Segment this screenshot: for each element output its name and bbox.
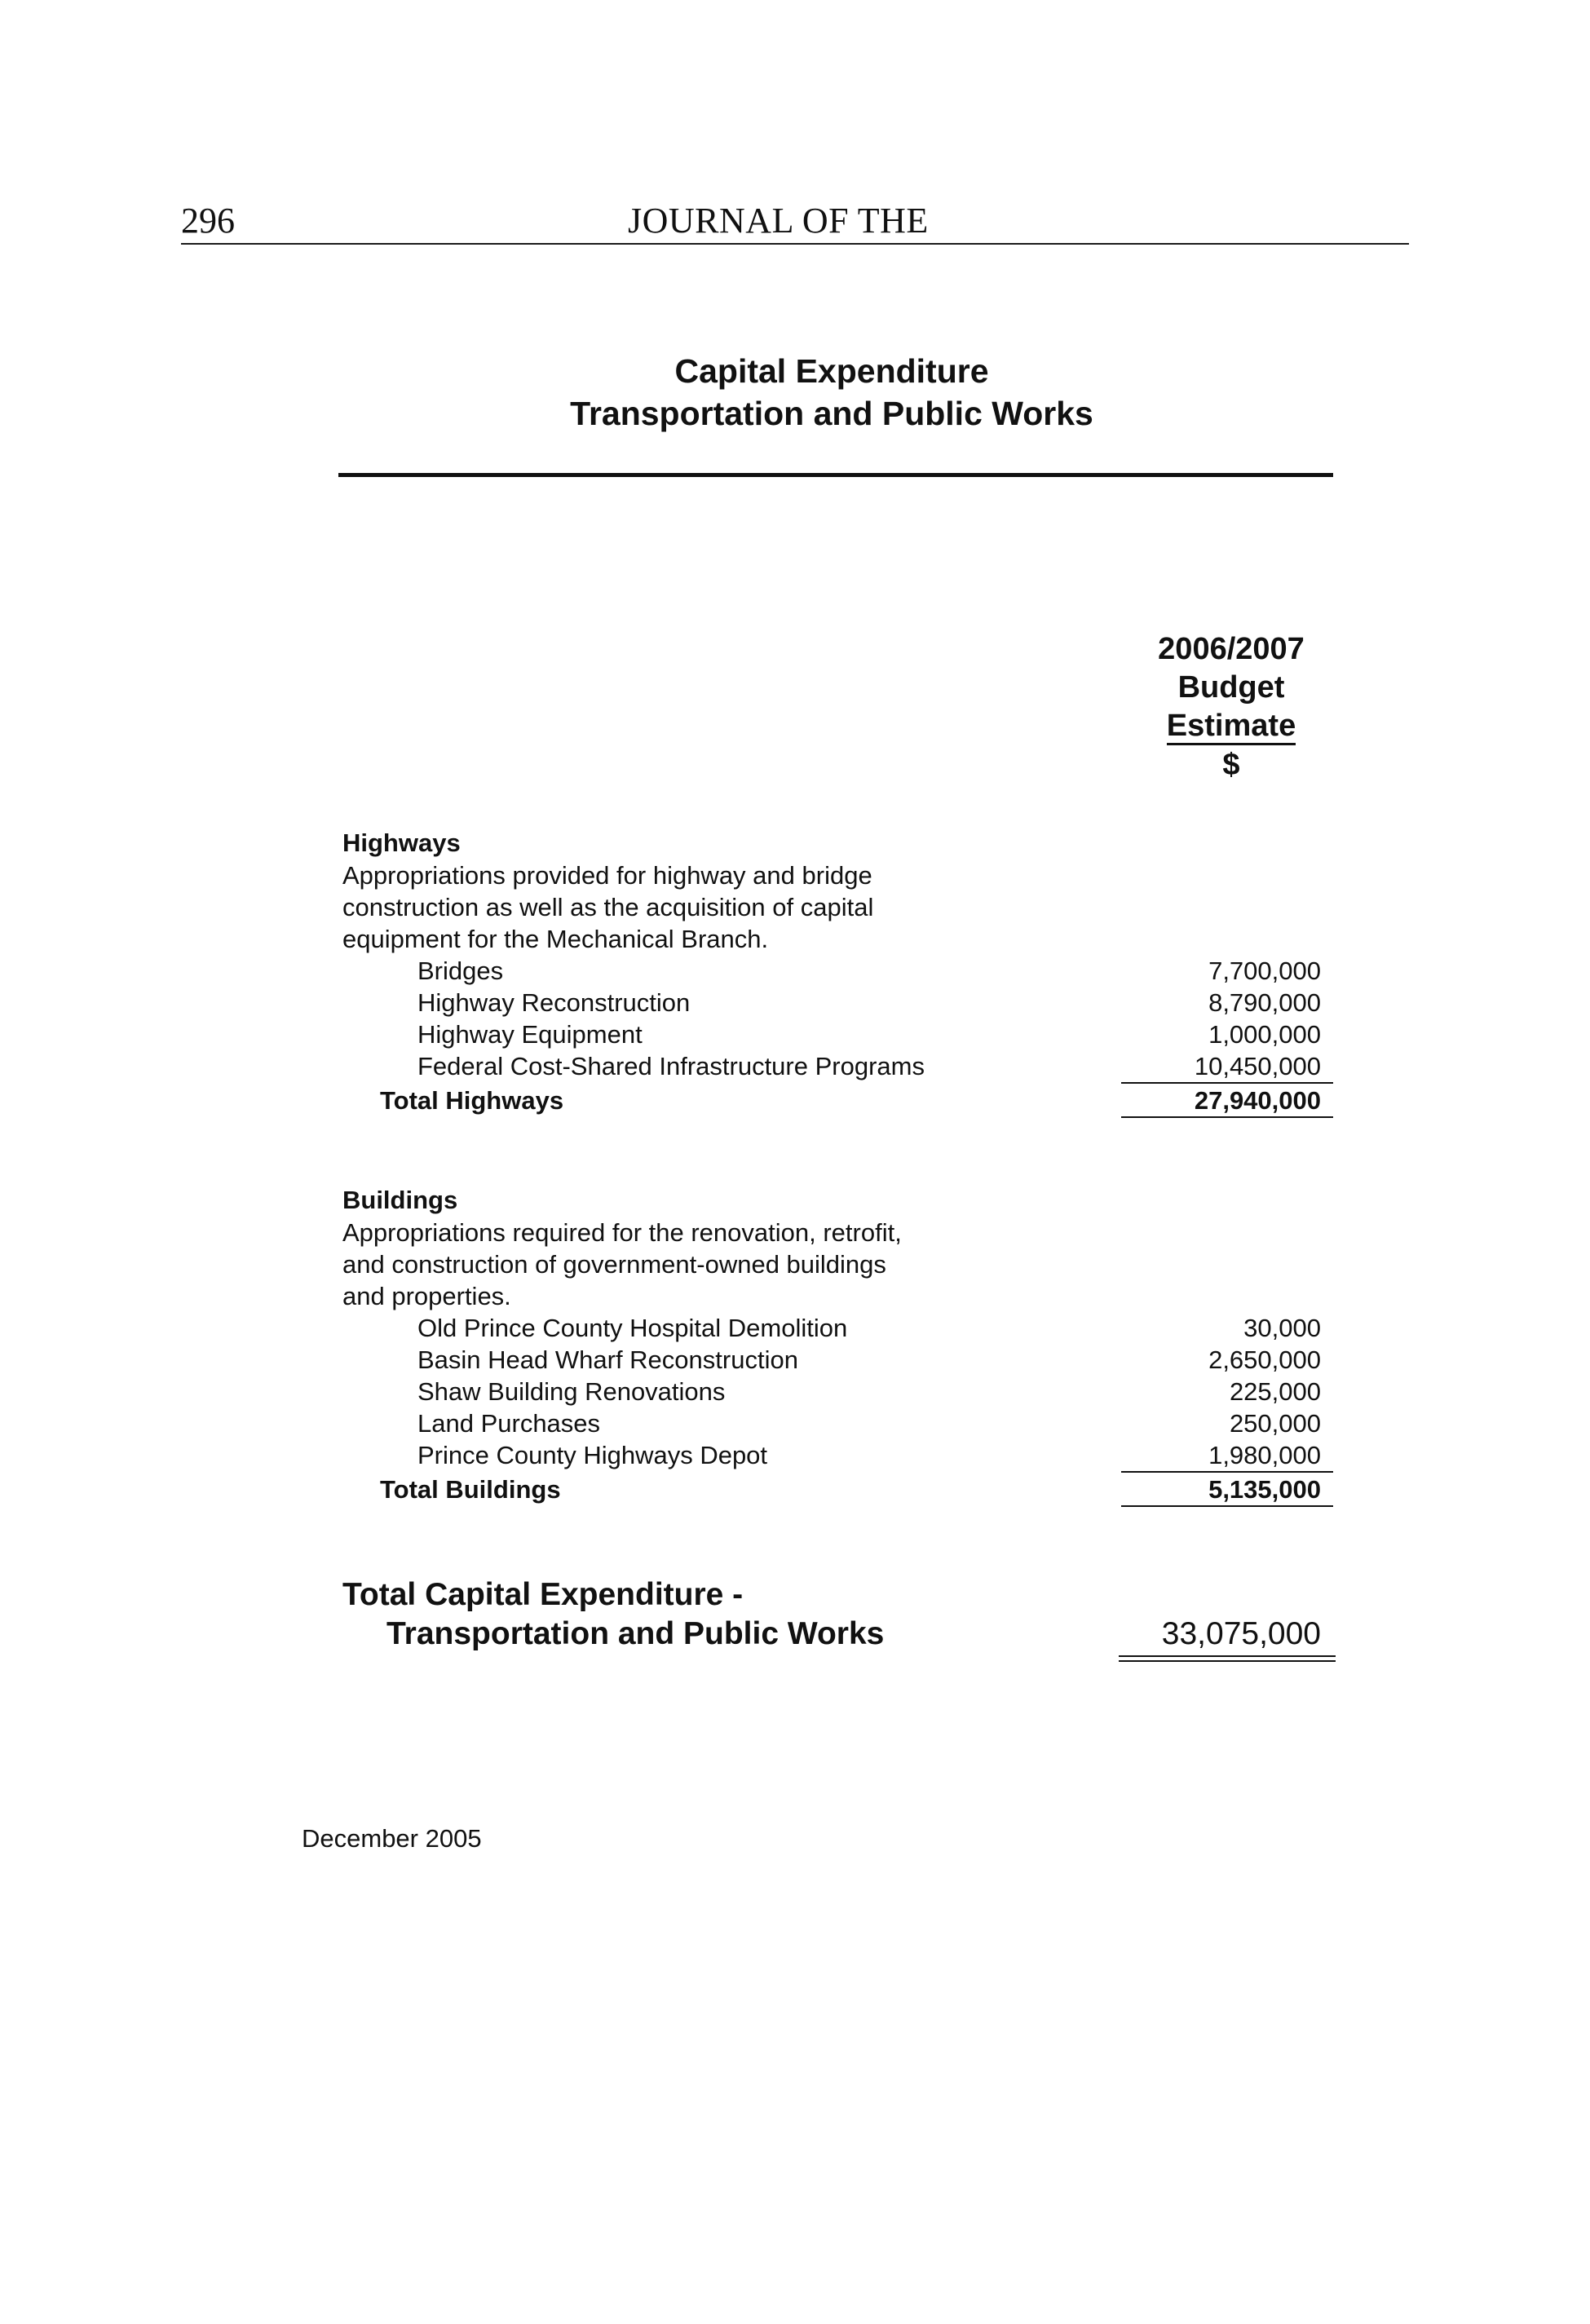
document-title-line-1: Capital Expenditure <box>674 352 989 390</box>
highways-amount-reconstruction: 8,790,000 <box>1208 988 1321 1017</box>
buildings-amount-wharf-reconstruction: 2,650,000 <box>1208 1345 1321 1374</box>
buildings-total-label: Total Buildings <box>380 1475 561 1504</box>
column-header-unit: $ <box>1222 748 1240 782</box>
document-title-line-2: Transportation and Public Works <box>570 395 1093 432</box>
buildings-heading: Buildings <box>342 1186 458 1214</box>
header-rule <box>181 243 1409 245</box>
column-header-budget: Budget <box>1177 670 1285 705</box>
highways-item-reconstruction: Highway Reconstruction <box>417 988 691 1017</box>
highways-total-amount: 27,940,000 <box>1194 1086 1321 1115</box>
buildings-amount-highways-depot: 1,980,000 <box>1208 1441 1321 1469</box>
highways-description-line-1: Appropriations provided for highway and bridge <box>342 861 872 890</box>
highways-total-rule <box>1121 1116 1333 1118</box>
highways-amount-federal-programs: 10,450,000 <box>1194 1052 1321 1080</box>
column-header-estimate <box>1109 707 1354 744</box>
grand-total-label-line-2: Transportation and Public Works <box>386 1616 885 1651</box>
column-header-year: 2006/2007 <box>1158 632 1305 666</box>
buildings-item-hospital-demolition: Old Prince County Hospital Demolition <box>417 1314 848 1342</box>
buildings-item-wharf-reconstruction: Basin Head Wharf Reconstruction <box>417 1345 798 1374</box>
buildings-subtotal-rule <box>1121 1471 1333 1473</box>
highways-heading: Highways <box>342 828 461 857</box>
page-number: 296 <box>181 201 235 241</box>
highways-item-bridges: Bridges <box>417 957 504 985</box>
grand-total-amount: 33,075,000 <box>1161 1616 1321 1651</box>
buildings-description-line-1: Appropriations required for the renovation, retrofit, <box>342 1218 902 1247</box>
buildings-item-shaw-renovations: Shaw Building Renovations <box>417 1377 726 1406</box>
highways-amount-equipment: 1,000,000 <box>1208 1020 1321 1049</box>
highways-subtotal-rule <box>1121 1082 1333 1084</box>
highways-description-line-3: equipment for the Mechanical Branch. <box>342 925 769 953</box>
buildings-total-rule <box>1121 1505 1333 1507</box>
title-rule <box>338 473 1333 477</box>
buildings-description-line-3: and properties. <box>342 1282 511 1310</box>
running-title: JOURNAL OF THE <box>628 201 929 241</box>
footer-date: December 2005 <box>302 1824 482 1853</box>
buildings-item-highways-depot: Prince County Highways Depot <box>417 1441 768 1469</box>
highways-item-federal-programs: Federal Cost-Shared Infrastructure Programs <box>417 1052 925 1080</box>
grand-total-rule-lower <box>1119 1660 1336 1662</box>
highways-amount-bridges: 7,700,000 <box>1208 957 1321 985</box>
highways-item-equipment: Highway Equipment <box>417 1020 643 1049</box>
buildings-amount-hospital-demolition: 30,000 <box>1243 1314 1321 1342</box>
buildings-description-line-2: and construction of government-owned buildings <box>342 1250 886 1279</box>
buildings-amount-shaw-renovations: 225,000 <box>1229 1377 1321 1406</box>
buildings-total-amount: 5,135,000 <box>1208 1475 1321 1504</box>
highways-description-line-2: construction as well as the acquisition of capital <box>342 893 874 921</box>
buildings-amount-land-purchases: 250,000 <box>1229 1409 1321 1438</box>
highways-total-label: Total Highways <box>380 1086 564 1115</box>
buildings-item-land-purchases: Land Purchases <box>417 1409 601 1438</box>
grand-total-label-line-1: Total Capital Expenditure - <box>342 1577 744 1612</box>
column-header-estimate-text: Estimate <box>1167 709 1296 745</box>
grand-total-rule-upper <box>1119 1655 1336 1657</box>
